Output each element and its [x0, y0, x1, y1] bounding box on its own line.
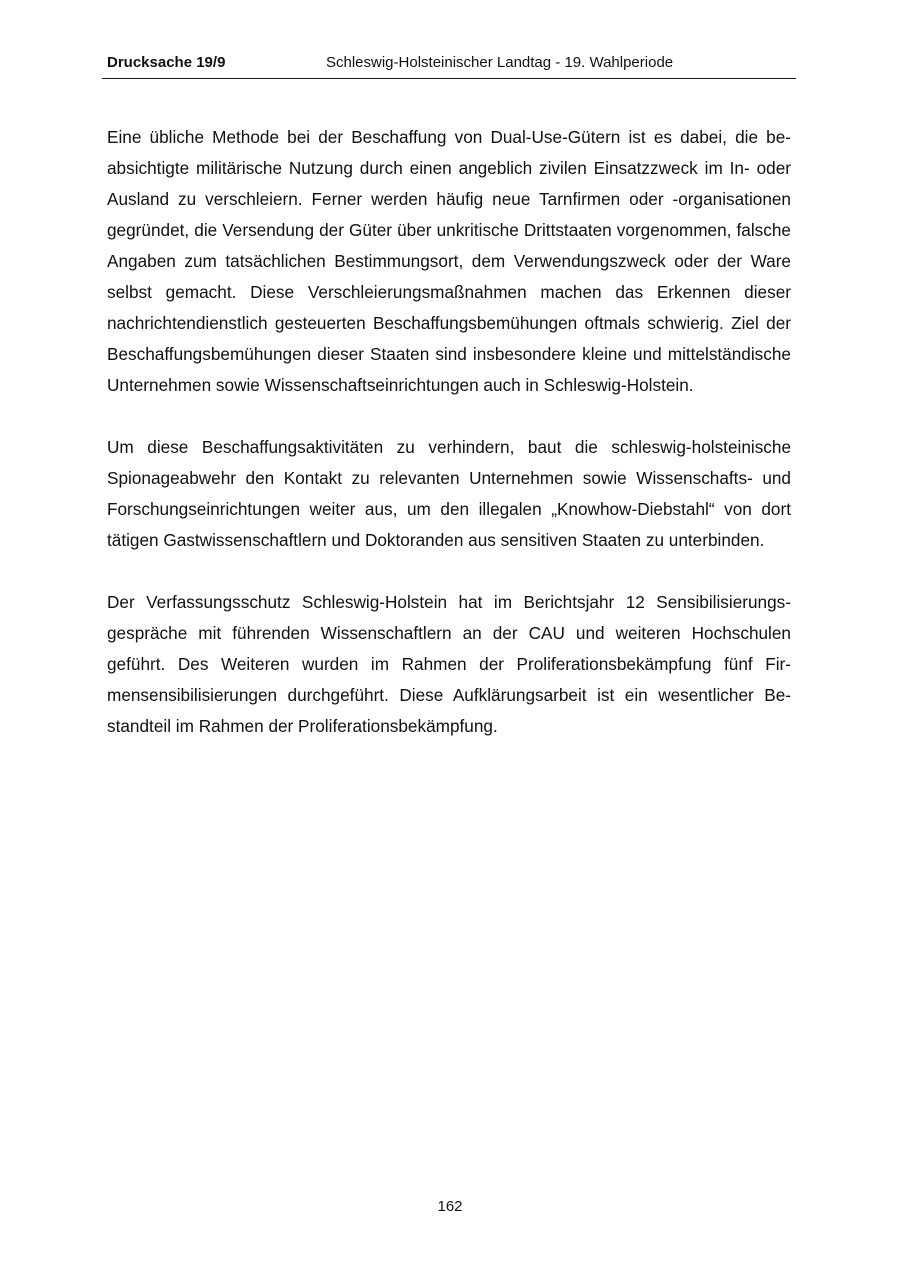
paragraph-procurement-methods: Eine übliche Methode bei der Beschaffung von Dual-Use-Gütern ist es dabei, die beabsichtigte militärische Nutzung durch einen angeblich zivilen Einsatzzweck im In- oder Ausland zu verschleiern. Ferner werden häufig neue Tarnfirmen oder -organisationen gegründet, die Versendung der Güter über unkritische Drittstaaten vorgenommen, falsche Angaben zum tatsächlichen Bestimmungsort, dem Verwendungszweck oder der Ware selbst gemacht. Diese Verschleierungsmaßnahmen machen das Erkennen dieser nachrichtendienstlich gesteuerten Beschaffungsbemühungen oftmals schwierig. Ziel der Beschaffungsbemühungen dieser Staaten sind insbesondere kleine und mittelständische Unternehmen sowie Wissenschaftseinrichtungen auch in Schleswig-Holstein.	[107, 127, 791, 395]
document-number: Drucksache 19/9	[107, 54, 226, 71]
body-text	[107, 122, 791, 773]
paragraph-counterespionage: Um diese Beschaffungsaktivitäten zu verhindern, baut die schleswig-holsteinische Spionageabwehr den Kontakt zu relevanten Unternehmen sowie Wissenschafts- und Forschungseinrichtungen weiter aus, um den illegalen „Knowhow-Diebstahl“ von dort tätigen Gastwissenschaftlern und Doktoranden aus sensitiven Staaten zu unterbinden.	[107, 437, 791, 550]
header-title: Schleswig-Holsteinischer Landtag - 19. Wahlperiode	[326, 54, 674, 71]
page-header	[102, 52, 796, 79]
paragraph-sensitization-talks: Der Verfassungsschutz Schleswig-Holstein hat im Berichtsjahr 12 Sensibilisierungsgespräche mit führenden Wissenschaftlern an der CAU und weiteren Hochschulen geführt. Des Weiteren wurden im Rahmen der Proliferationsbekämpfung fünf Firmensensibilisierungen durchgeführt. Diese Aufklärungsarbeit ist ein wesentlicher Bestandteil im Rahmen der Proliferationsbekämpfung.	[107, 592, 791, 736]
page-number: 162	[437, 1198, 463, 1215]
